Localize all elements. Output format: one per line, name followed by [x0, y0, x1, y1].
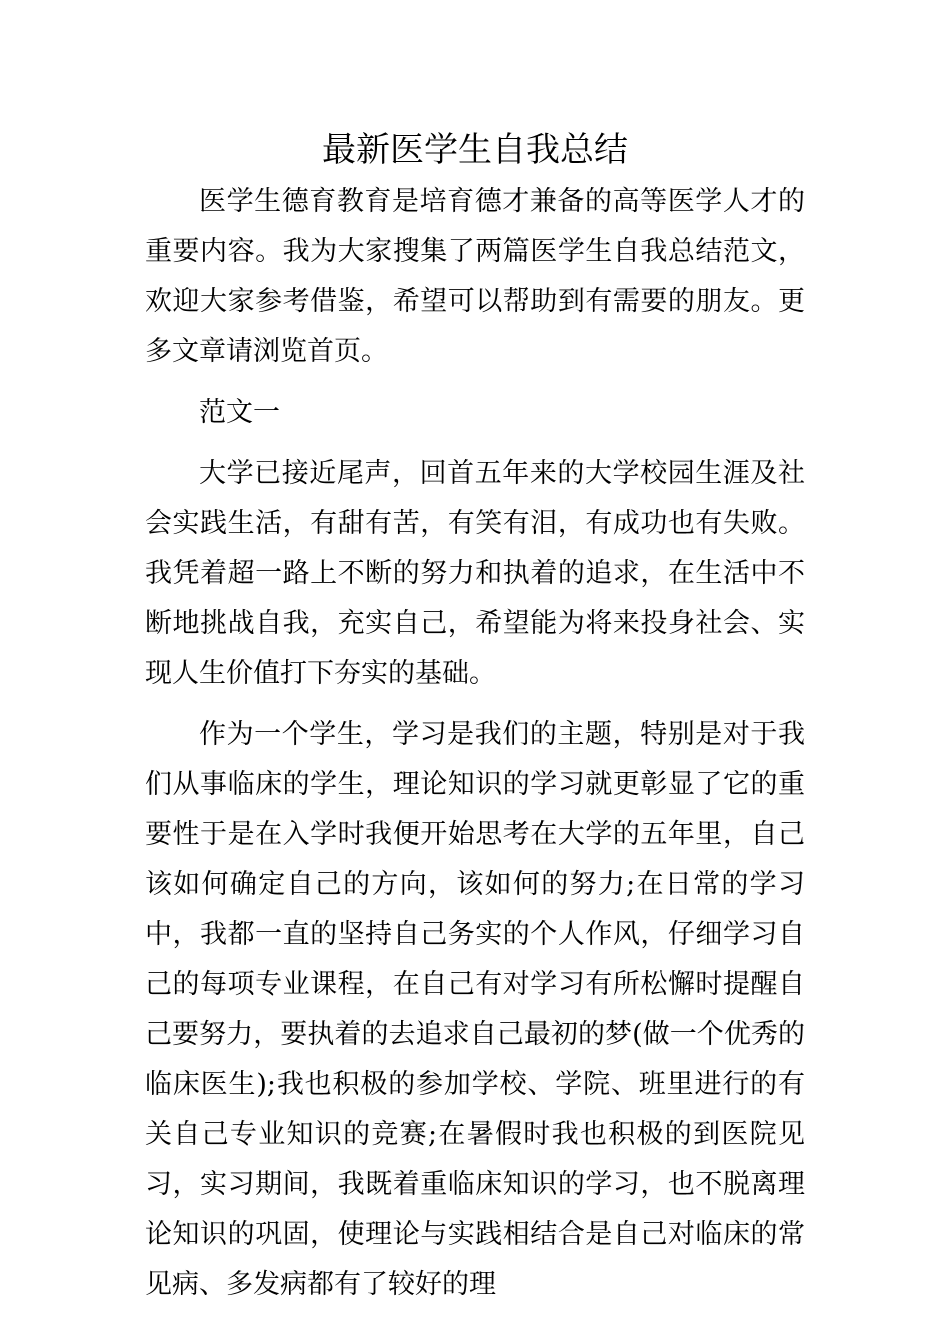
document-title: 最新医学生自我总结	[322, 130, 628, 170]
intro-paragraph: 医学生德育教育是培育德才兼备的高等医学人才的重要内容。我为大家搜集了两篇医学生自我总结范文，欢迎大家参考借鉴，希望可以帮助到有需要的朋友。更多文章请浏览首页。	[145, 186, 805, 367]
body-paragraph: 大学已接近尾声，回首五年来的大学校园生涯及社会实践生活，有甜有苦，有笑有泪，有成功也有失败。我凭着超一路上不断的努力和执着的追求，在生活中不断地挑战自我，充实自己，希望能为将来投身社会、实现人生价值打下夯实的基础。	[145, 458, 805, 689]
section-heading: 范文一	[199, 397, 280, 428]
body-paragraph: 作为一个学生，学习是我们的主题，特别是对于我们从事临床的学生，理论知识的学习就更彰显了它的重要性于是在入学时我便开始思考在大学的五年里，自己该如何确定自己的方向，该如何的努力;在日常的学习中，我都一直的坚持自己务实的个人作风，仔细学习自己的每项专业课程，在自己有对学习有所松懈时提醒自己要努力，要执着的去追求自己最初的梦(做一个优秀的临床医生);我也积极的参加学校、学院、班里进行的有关自己专业知识的竞赛;在暑假时我也积极的到医院见习，实习期间，我既着重临床知识的学习，也不脱离理论知识的巩固，使理论与实践相结合是自己对临床的常见病、多发病都有了较好的理	[145, 719, 805, 1300]
document-body	[145, 177, 805, 1310]
